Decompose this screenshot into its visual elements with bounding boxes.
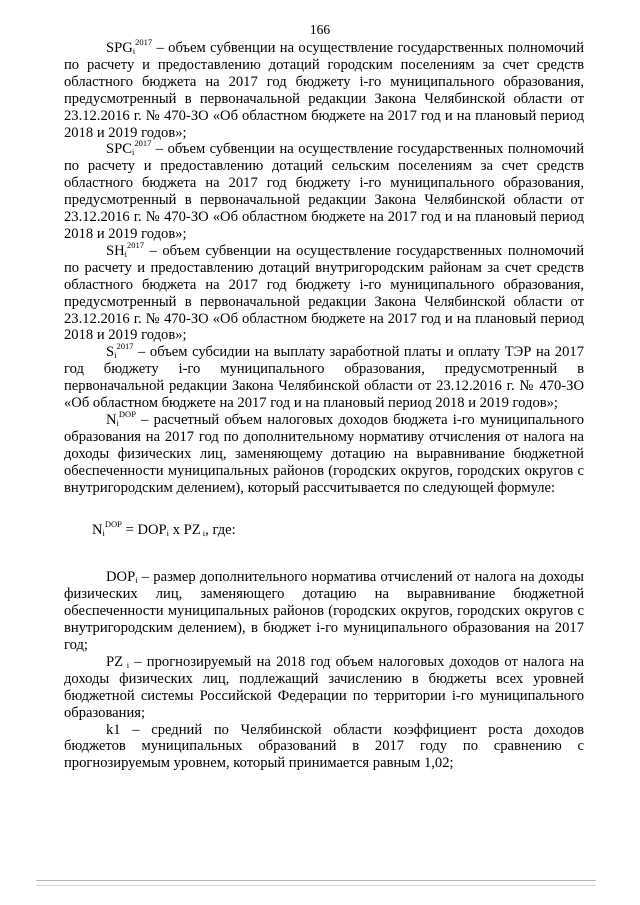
definition-text: k1 – средний по Челябинской области коэффициент роста доходов бюджетов муниципальных образований в 2017 году по сравнению с прогнозируемым уровнем, который принимается равным 1,02; [64,721,584,772]
definition-text: – объем субвенции на осуществление государственных полномочий по расчету и предоставлению дотаций внутригородским районам за счет средств областного бюджета на 2017 год бюджету i-го муниципального образования, предусмотренный в первоначальной редакции Закона Челябинской области от 23.12.2016 г. № 470-ЗО «Об областном бюджете на 2017 год и на плановый период 2018 и 2019 годов»; [64,242,584,344]
page-number: 166 [309,22,331,37]
symbol-superscript: 2017 [127,239,145,250]
definition-text: – расчетный объем налоговых доходов бюджета i-го муниципального образования на 2017 год по дополнительному нормативу отчисления от налога на доходы физических лиц, заменяющему дотацию на выравнивание бюджетной обеспеченности муниципальных районов (городских округов, городских округов с внутригородским делением), который рассчитывается по следующей формуле: [64,411,584,496]
symbol-subscript: i [123,659,130,670]
formula-pz-subscript: i [200,528,206,539]
symbol: SPC [106,141,132,158]
definition-spg [64,37,584,141]
symbol-subscript: i [131,147,135,158]
definition-pz [64,654,584,722]
symbol-subscript: i [114,350,117,361]
symbol-subscript: i [132,46,136,56]
definition-text: – размер дополнительного норматива отчислений от налога на доходы физических лиц, заменяющего дотацию на выравнивание бюджетной обеспеченности муниципальных районов (городских округов, городских округов с внутригородским делением), в бюджет i-го муниципального образования на 2017 год; [64,569,584,653]
formula-mid: x PZ [169,522,201,539]
formula-lhs-superscript: DOP [104,519,122,530]
symbol-subscript: i [135,575,138,586]
symbol: S [106,344,115,361]
formula-dop-subscript: i [166,528,170,539]
symbol-superscript: 2017 [134,138,152,149]
definition-ndop [64,408,584,497]
symbol-subscript: i [124,248,128,259]
formula-tail: , где: [205,522,236,539]
scan-artifact-line [36,885,596,886]
symbol: N [106,411,117,428]
definition-text: – объем субвенции на осуществление государственных полномочий по расчету и предоставлению дотаций сельским поселениям за счет средств областного бюджета на 2017 год бюджету i-го муниципального образования, предусмотренный в первоначальной редакции Закона Челябинской области от 23.12.2016 г. № 470-ЗО «Об областном бюджете на 2017 год и на плановый период 2018 и 2019 годов»; [64,141,584,242]
formula [92,519,584,539]
definition-spc [64,138,584,242]
definition-text: – объем субвенции на осуществление государственных полномочий по расчету и предоставлению дотаций городским поселениям за счет средств областного бюджета на 2017 год бюджету i-го муниципального образования, предусмотренный в первоначальной редакции Закона Челябинской области от 23.12.2016 г. № 470-ЗО «Об областном бюджете на 2017 год и на плановый период 2018 и 2019 годов»; [64,40,584,141]
formula-lhs-subscript: i [102,528,105,539]
definition-text: – прогнозируемый на 2018 год объем налоговых доходов от налога на доходы физических лиц, подлежащий зачислению в бюджеты всех уровней бюджетной системы Российской Федерации по территории i-го муниципального образования; [64,653,584,721]
definition-k1 [64,722,584,773]
symbol: PZ [106,653,124,670]
definition-text: – объем субсидии на выплату заработной платы и оплату ТЭР на 2017 год бюджету i-го муниципального образования, предусмотренный в первоначальной редакции Закона Челябинской области от 23.12.2016 г. № 470-ЗО «Об областном бюджете на 2017 год и на плановый период 2018 и 2019 годов»; [64,344,584,412]
document-body [64,37,584,772]
symbol-superscript: 2017 [135,37,153,47]
symbol-superscript: DOP [118,408,136,419]
symbol: SH [106,242,125,259]
formula-lhs: N [92,522,103,539]
symbol: SPG [106,40,133,56]
symbol-superscript: 2017 [116,341,134,352]
symbol-subscript: i [116,417,119,428]
definition-sh [64,239,584,344]
symbol: DOP [106,569,136,586]
definition-s [64,341,584,412]
definition-dop [64,569,584,654]
formula-eq: = DOP [121,522,167,539]
scan-artifact-line [36,880,596,881]
